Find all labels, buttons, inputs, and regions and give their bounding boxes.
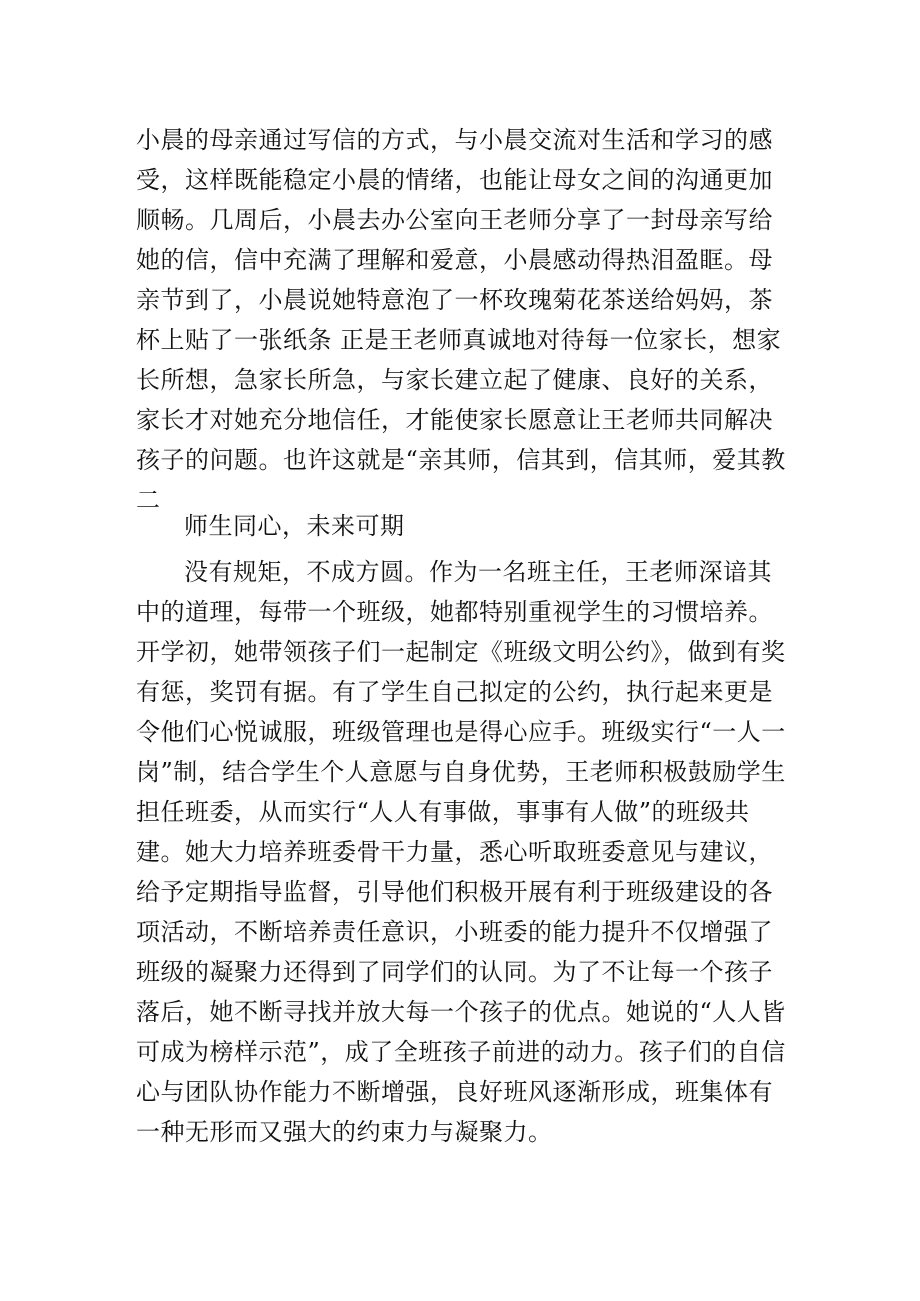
continuation-paragraph-block [136,120,796,520]
section-heading: 师生同心，未来可期 [184,512,405,540]
section-paragraph-block [136,552,796,1152]
section-paragraph: 没有规矩，不成方圆。作为一名班主任，王老师深谙其中的道理，每带一个班级，她都特别重视学生的习惯培养。开学初，她带领孩子们一起制定《班级文明公约》，做到有奖有惩，奖罚有据。有了学生自己拟定的公约，执行起来更是令他们心悦诚服，班级管理也是得心应手。班级实行“一人一岗”制，结合学生个人意愿与自身优势，王老师积极鼓励学生担任班委，从而实行“人人有事做，事事有人做”的班级共建。她大力培养班委骨干力量，悉心听取班委意见与建议，给予定期指导监督，引导他们积极开展有利于班级建设的各项活动，不断培养责任意识，小班委的能力提升不仅增强了班级的凝聚力还得到了同学们的认同。为了不让每一个孩子落后，她不断寻找并放大每一个孩子的优点。她说的“人人皆可成为榜样示范”，成了全班孩子前进的动力。孩子们的自信心与团队协作能力不断增强，良好班风逐渐形成，班集体有一种无形而又强大的约束力与凝聚力。 [136,558,786,1146]
continuation-paragraph: 小晨的母亲通过写信的方式，与小晨交流对生活和学习的感受，这样既能稳定小晨的情绪，也能让母女之间的沟通更加顺畅。几周后，小晨去办公室向王老师分享了一封母亲写给她的信，信中充满了理解和爱意，小晨感动得热泪盈眶。母亲节到了，小晨说她特意泡了一杯玫瑰菊花茶送给妈妈，茶杯上贴了一张纸条 正是王老师真诚地对待每一位家长，想家长所想，急家长所急，与家长建立起了健康、良好的关系，家长才对她充分地信任，才能使家长愿意让王老师共同解决孩子的问题。也许这就是“亲其师，信其到，信其师，爱其教二 [136,126,786,514]
